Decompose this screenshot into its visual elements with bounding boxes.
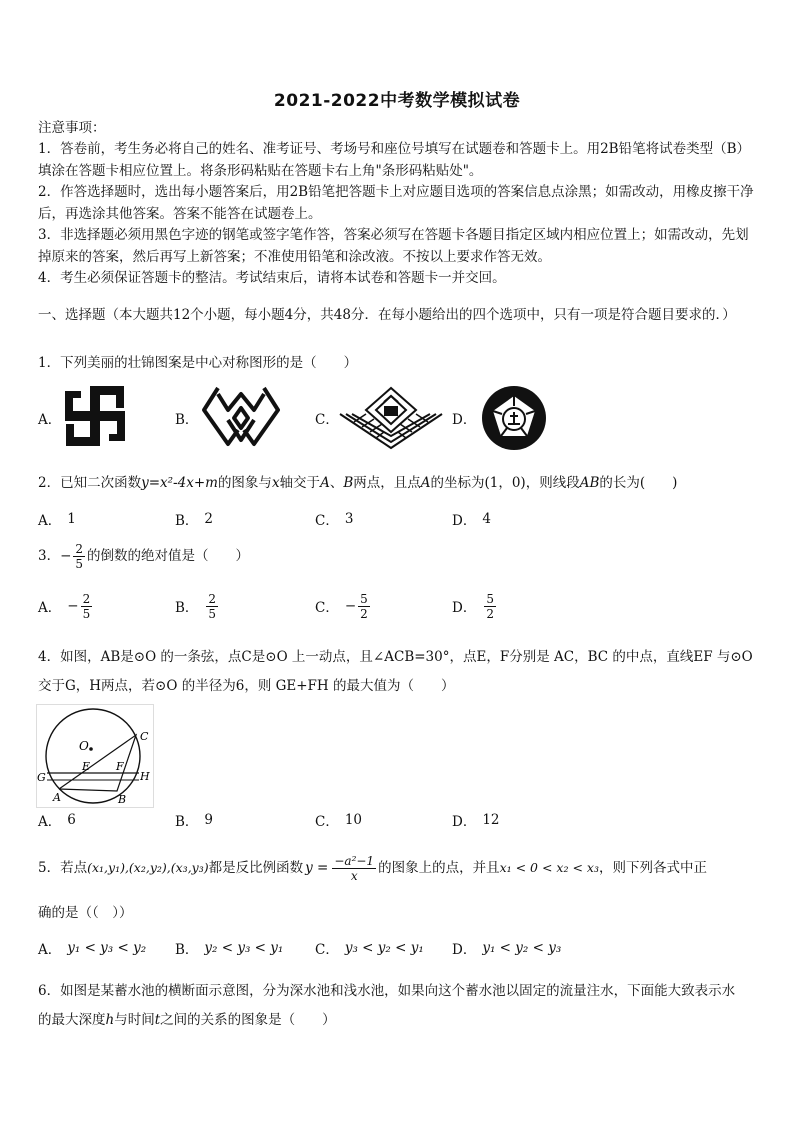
option-fraction [358,592,370,621]
q5-text: 都是反比例函数 [208,860,304,876]
note-item: 1．答卷前，考生务必将自己的姓名、准考证号、考场号和座位号填写在试题卷和答题卡上。用2B铅笔将试卷类型（B）填涂在答题卡相应位置上。将条形码粘贴在答题卡右上角"条形码粘贴处"。 [38,141,751,179]
fraction-denominator: x [350,868,358,883]
q6-text: 的最大深度 [38,1012,106,1028]
option-value: y₃ < y₂ < y₁ [344,940,424,956]
option-value: 3 [344,511,354,527]
option-c-label: C． [315,412,339,428]
question-4-stem [38,643,760,701]
note-item: 2．作答选择题时，选出每小题答案后，用2B铅笔把答题卡上对应题目选项的答案信息点涂黑；如需改动，用橡皮擦干净后，再选涂其他答案。答案不能答在试题卷上。 [38,184,754,222]
option-label: B． [175,942,199,958]
option-c [315,509,353,529]
q2-sep: 、 [329,475,344,491]
option-b [175,938,283,958]
q6-h: h [105,1012,115,1028]
option-fraction [206,592,218,621]
q4-line: 4．如图，AB是⊙O 的一条弦，点C是⊙O 上一动点，且∠ACB=30°，点E，F分别是 AC，BC 的中点，直线EF 与⊙O [38,649,753,665]
question-2-options [38,509,760,533]
question-1-options [38,384,760,454]
label-a: A [53,791,61,804]
q5-text: 的图象上的点，并且 [378,860,500,876]
fraction-denominator: 2 [486,606,494,621]
option-label: A． [38,600,62,616]
exam-title: 2021-2022中考数学模拟试卷 [273,91,521,111]
fraction-denominator: 5 [75,556,84,571]
option-label: A． [38,942,62,958]
label-e: E [82,760,91,773]
note-item: 4．考生必须保证答题卡的整洁。考试结束后，请将本试卷和答题卡一并交回。 [38,270,506,286]
note-item: 3．非选择题必须用黑色字迹的钢笔或签字笔作答，答案必须写在答题卡各题目指定区域内相应位置上；如需改动，先划掉原来的答案，然后再写上新答案；不准使用铅笔和涂改液。不按以上要求作答无效。 [38,227,749,265]
option-label: C． [315,942,339,958]
option-c [315,810,362,830]
question-2-stem [38,472,760,494]
fraction-numerator: −a²−1 [334,853,375,868]
option-label: D． [452,600,477,616]
option-label: A． [38,513,62,529]
q2-text: 的长为( ) [599,475,678,491]
option-value: y₁ < y₂ < y₃ [482,940,562,956]
fraction-numerator: 2 [75,541,84,556]
option-label: D． [452,814,477,830]
option-label: D． [452,513,477,529]
option-sign: − [67,598,79,614]
option-d [452,509,491,529]
label-g: G [37,771,46,784]
q2-text: 轴交于 [279,475,321,491]
label-c: C [140,730,149,743]
option-fraction [484,592,496,621]
option-c [315,588,372,624]
q3-suffix: 的倒数的绝对值是（ ） [87,548,250,564]
q2-point-a: A [320,475,330,491]
option-d-label: D． [452,412,477,428]
triangle-abc [59,735,136,791]
option-label: C． [315,600,339,616]
fraction-denominator: 2 [360,606,368,621]
option-a-label: A． [38,412,62,428]
q5-condition: x₁ < 0 < x₂ < x₃ [499,860,599,875]
q2-point-b: B [343,475,354,491]
q5-fraction [332,854,376,883]
question-3-options [38,588,760,624]
q2-text: 2．已知二次函数 [38,475,142,491]
q2-formula: y=x²-4x+m [141,475,218,491]
option-b-label: B． [175,412,199,428]
label-o: O [79,739,89,753]
option-sign: − [344,598,357,614]
fraction-numerator: 5 [486,591,494,606]
zhuang-brocade-pattern-d-icon [480,384,548,452]
zhuang-brocade-pattern-a-icon [62,386,128,446]
option-a [38,509,76,529]
option-value: 12 [482,812,500,828]
question-6-stem [38,977,760,1035]
q5-points: (x₁,y₁),(x₂,y₂),(x₃,y₃) [87,860,209,875]
option-label: D． [452,942,477,958]
notes-list [38,139,760,290]
option-label: A． [38,814,62,830]
fraction-denominator: 5 [82,606,91,621]
q5-y-equals: y = [305,860,329,876]
q5-text: 5．若点 [38,860,88,876]
option-label: C． [315,513,339,529]
question-5-stem [38,848,760,888]
q2-text: 的坐标为(1，0)，则线段 [430,475,580,491]
option-d [452,588,498,624]
q5-text: ，则下列各式中正 [598,860,707,876]
option-label: B． [175,513,199,529]
section-heading: 一、选择题（本大题共12个小题，每小题4分，共48分．在每小题给出的四个选项中，只有一项是符合题目要求的．） [38,307,736,323]
center-o-dot [89,747,93,751]
option-label: B． [175,600,199,616]
question-1-stem: 1．下列美丽的壮锦图案是中心对称图形的是（ ） [38,355,358,371]
option-fraction [81,592,93,621]
zhuang-brocade-pattern-c-icon [336,384,446,450]
question-3-stem [38,538,760,574]
option-label: C． [315,814,339,830]
q6-text: 与时间 [114,1012,155,1028]
label-b: B [118,793,127,806]
option-a [38,810,76,830]
circle-geometry-figure [36,704,154,808]
option-value: 2 [204,511,214,527]
option-value: y₂ < y₃ < y₁ [204,940,284,956]
option-value: y₁ < y₃ < y₂ [67,940,147,956]
q2-segment-ab: AB [579,475,600,491]
notes-heading: 注意事项： [38,120,106,136]
question-4-options [38,810,760,834]
fraction-numerator: 2 [208,591,217,606]
option-d [452,810,500,830]
q6-line [38,1006,760,1035]
option-a [38,938,146,958]
option-b [175,810,213,830]
q2-text: 的图象与 [217,475,272,491]
option-value: 10 [344,812,363,828]
q2-text: 两点，且点 [353,475,421,491]
fraction-denominator: 5 [208,606,217,621]
label-f: F [116,760,124,773]
option-a [38,588,94,624]
q3-prefix: 3．− [38,548,72,564]
fraction-numerator: 5 [360,591,368,606]
option-label: B． [175,814,199,830]
option-b [175,588,220,624]
q2-x: x [271,475,280,491]
question-5-stem-line2: 确的是（（ ）） [38,905,133,921]
q6-line: 6．如图是某蓄水池的横断面示意图，分为深水池和浅水池，如果向这个蓄水池以固定的流量注水，下面能大致表示水 [38,983,736,999]
label-h: H [140,770,150,783]
option-b [175,509,213,529]
q4-line: 交于G，H两点，若⊙O 的半径为6，则 GE+FH 的最大值为（ ） [38,678,455,694]
q3-fraction [73,542,85,571]
option-value: 1 [67,511,76,527]
q6-text: 之间的关系的图象是（ ） [160,1012,336,1028]
question-5-options [38,938,760,962]
option-value: 4 [482,511,491,527]
fraction-numerator: 2 [82,591,91,606]
option-value: 9 [204,812,214,828]
q2-point-a: A [420,475,431,491]
option-value: 6 [67,812,76,828]
option-d [452,938,561,958]
q6-t: t [154,1012,161,1028]
option-c [315,938,424,958]
zhuang-brocade-pattern-b-icon [198,384,284,450]
